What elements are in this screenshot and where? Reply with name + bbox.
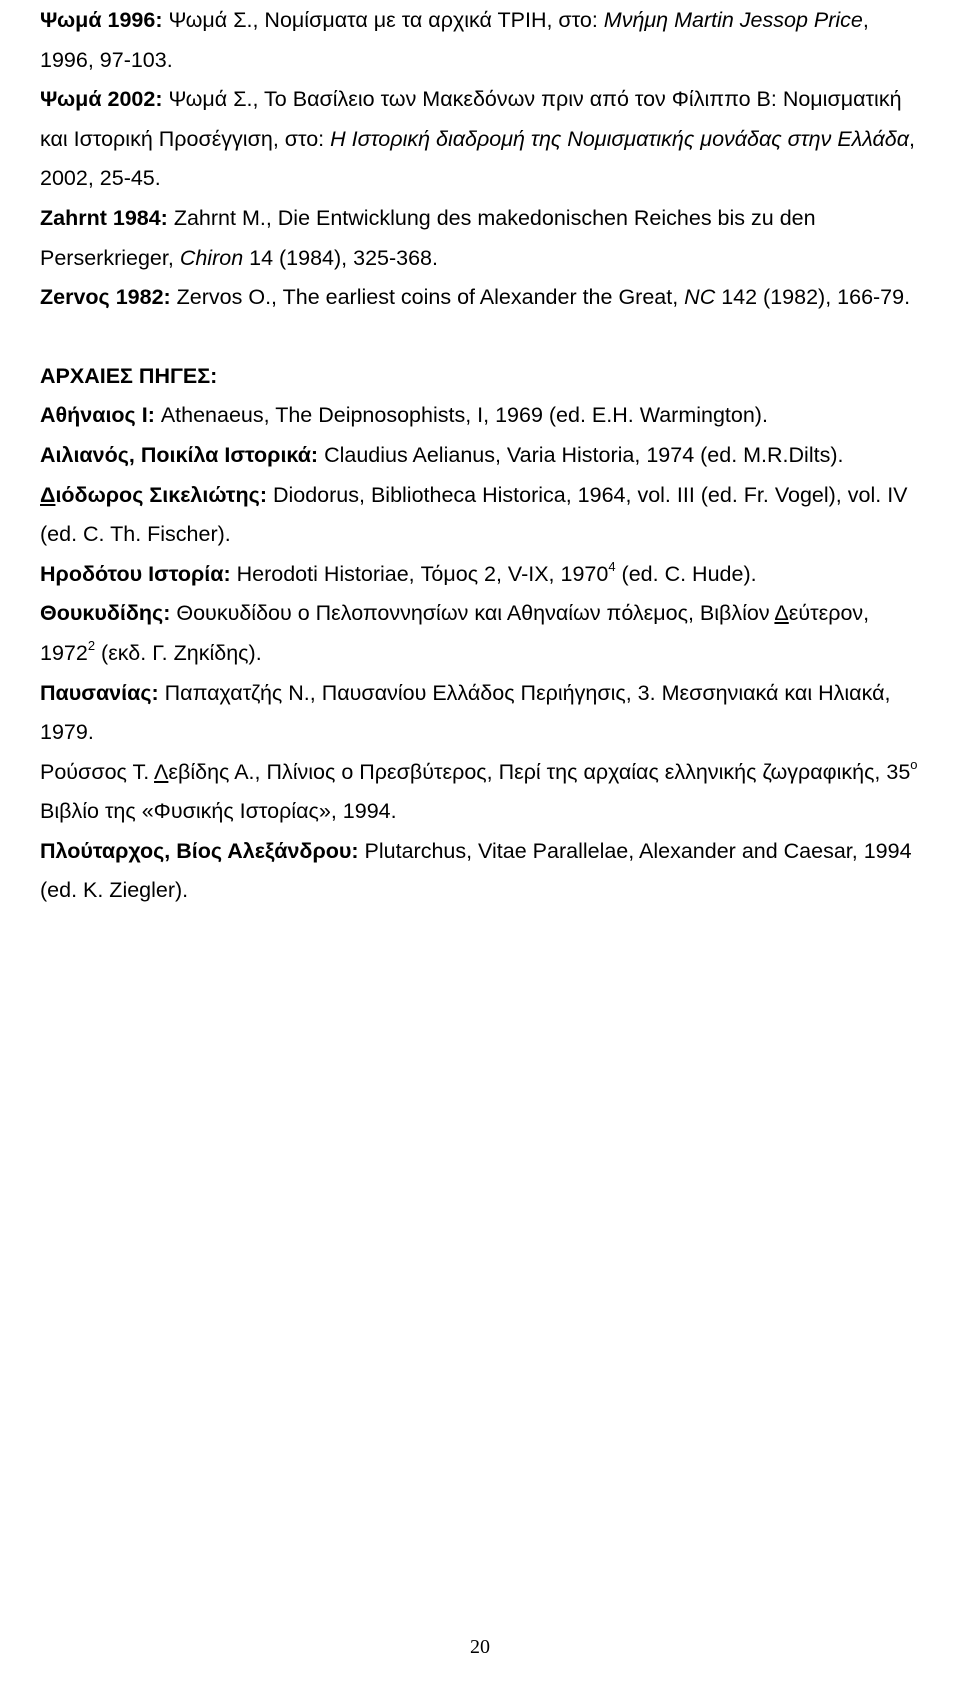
- edition-superscript: 4: [608, 558, 616, 574]
- entry-title: Chiron: [179, 245, 244, 270]
- source-entry-athenaios: [40, 396, 920, 436]
- bibliography-entry-psoma-1996: [40, 1, 920, 80]
- entry-title: Μνήμη Martin Jessop Price: [603, 8, 863, 32]
- source-text: Plutarchus, Vitae Parallelae, Alexander and Caesar, 1994 (ed. K. Ziegler).: [40, 838, 912, 903]
- source-key: Ηροδότου Ιστορία:: [40, 561, 231, 586]
- entry-text-end: , 1996, 97-103.: [40, 8, 869, 72]
- source-entry-plinios: [40, 753, 920, 832]
- source-text-end: (εκδ. Γ. Ζηκίδης).: [95, 640, 262, 665]
- source-key: Αιλιανός, Ποικίλα Ιστορικά:: [40, 442, 319, 467]
- entry-text-end: , 2002, 25-45.: [40, 126, 915, 191]
- source-text: Diodorus, Bibliotheca Historica, 1964, vol. III (ed. Fr. Vogel), vol. IV (ed. C. Th. Fischer).: [40, 482, 908, 547]
- source-text: Claudius Aelianus, Varia Historia, 1974 (ed. M.R.Dilts).: [318, 442, 844, 467]
- source-entry-thoukydides: [40, 594, 920, 673]
- source-entry-ailianos: [40, 436, 920, 476]
- entry-title: Η Ιστορική διαδρομή της Νομισματικής μονάδας στην Ελλάδα: [330, 126, 910, 151]
- entry-text: Zervos O., The earliest coins of Alexander the Great,: [170, 285, 685, 310]
- underlined-letter: Δ: [774, 601, 789, 626]
- source-text-end: (ed. C. Hude).: [615, 561, 757, 586]
- source-entry-diodoros: [40, 476, 920, 555]
- source-text-end: Βιβλίο της «Φυσικής Ιστορίας», 1994.: [40, 799, 397, 824]
- entry-text-end: 142 (1982), 166-79.: [715, 285, 911, 310]
- edition-superscript: 2: [87, 637, 96, 653]
- source-key: Παυσανίας:: [40, 680, 159, 705]
- bibliography-entry-zahrnt-1984: [40, 199, 920, 278]
- document-body: [40, 0, 920, 911]
- source-text: Herodoti Historiae, Τόμος 2, V-IX, 1970: [230, 561, 609, 586]
- entry-text-end: 14 (1984), 325-368.: [243, 245, 438, 270]
- source-text-mid: εύτερον, 1972: [40, 601, 870, 665]
- source-entry-ploutarchos: [40, 832, 920, 911]
- entry-key: Ψωμά 1996:: [40, 8, 163, 32]
- source-text: Ρούσσος Τ.: [40, 759, 155, 784]
- source-key-underlined: Δ: [40, 482, 56, 507]
- source-key: Αθήναιος Ι:: [40, 403, 155, 428]
- source-entry-pausanias: [40, 674, 920, 753]
- source-entry-herodotos: [40, 555, 920, 595]
- entry-key: Ψωμά 2002:: [40, 87, 163, 112]
- entry-text: Ψωμά Σ., Νομίσματα με τα αρχικά ΤΡΙΗ, στο:: [162, 8, 604, 32]
- entry-key: Zahrnt 1984:: [40, 205, 168, 230]
- source-text: Παπαχατζής Ν., Παυσανίου Ελλάδος Περιήγησις, 3. Μεσσηνιακά και Ηλιακά, 1979.: [40, 680, 891, 745]
- bibliography-entry-psoma-2002: [40, 80, 920, 199]
- entry-text: Ψωμά Σ., Το Βασίλειο των Μακεδόνων πριν από τον Φίλιππο Β: Νομισματική και Ιστορική Προσέγγιση, στο:: [40, 87, 902, 151]
- entry-key: Zervoς 1982:: [40, 285, 171, 310]
- source-key: Πλούταρχος, Βίος Αλεξάνδρου:: [40, 838, 359, 863]
- underlined-letter: Λ: [154, 759, 169, 784]
- entry-title: NC: [684, 285, 716, 310]
- ordinal-superscript: ο: [910, 756, 918, 772]
- sources-heading: ΑΡΧΑΙΕΣ ΠΗΓΕΣ:: [40, 363, 218, 388]
- entry-text: Zahrnt M., Die Entwicklung des makedonischen Reiches bis zu den Perserkrieger,: [40, 205, 816, 270]
- page-number: 20: [470, 1636, 490, 1658]
- source-text: Athenaeus, The Deipnosophists, I, 1969 (ed. E.H. Warmington).: [154, 403, 768, 428]
- source-text-mid: εβίδης Α., Πλίνιος ο Πρεσβύτερος, Περί της αρχαίας ελληνικής ζωγραφικής, 35: [168, 759, 911, 784]
- source-text: Θουκυδίδου ο Πελοποννησίων και Αθηναίων πόλεμος, Βιβλίον: [170, 601, 775, 626]
- source-key: ιόδωρος Σικελιώτης:: [55, 482, 267, 507]
- bibliography-entry-zervos-1982: [40, 278, 920, 318]
- source-key: Θουκυδίδης:: [40, 601, 171, 626]
